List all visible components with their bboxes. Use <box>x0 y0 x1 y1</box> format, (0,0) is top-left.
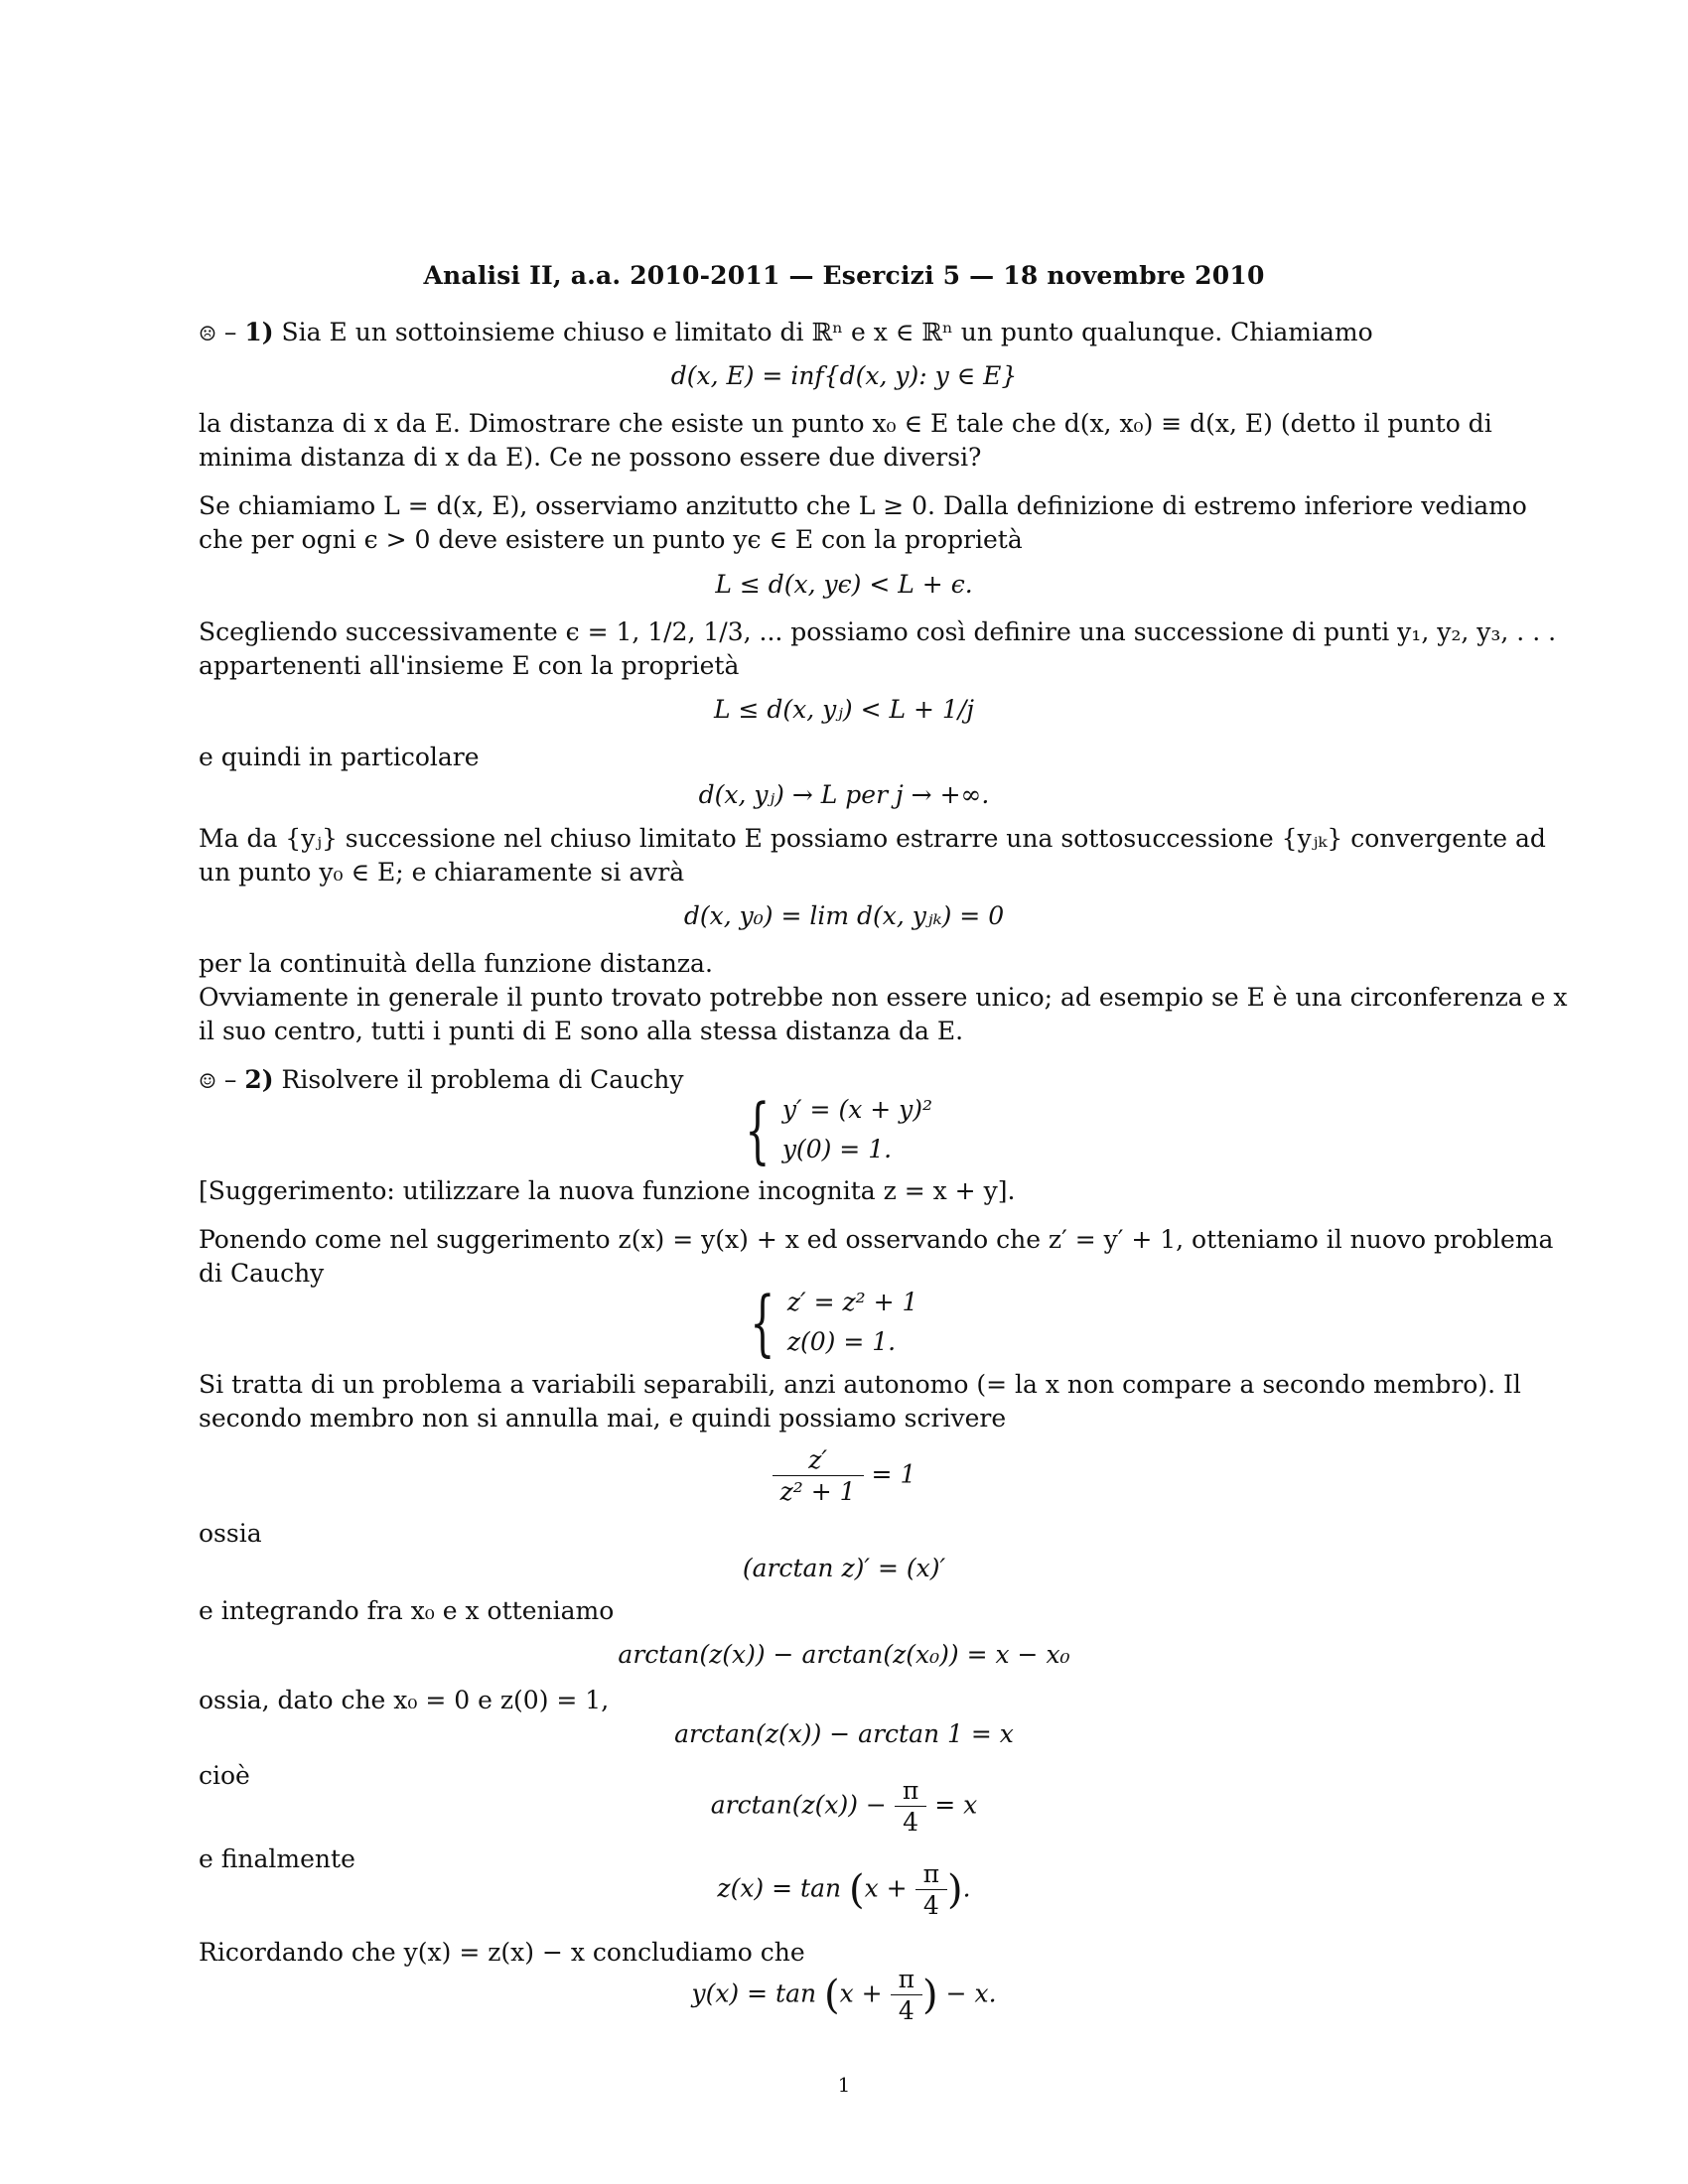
equation-y <box>0 1964 1688 2027</box>
solution-line: e quindi in particolare <box>199 743 480 771</box>
equation-distance: d(x, E) = inf{d(x, y): y ∈ E} <box>670 361 1018 390</box>
right-paren: ) <box>947 1866 963 1913</box>
fraction-denominator: 4 <box>903 1808 918 1838</box>
word-line: e finalmente <box>199 1844 355 1873</box>
page-title: Analisi II, a.a. 2010-2011 — Esercizi 5 — 18 novembre 2010 <box>423 261 1265 290</box>
solution-line: Si tratta di un problema a variabili separabili, anzi autonomo (= la x non compare a secondo membro). Il <box>199 1370 1521 1399</box>
statement-text: Risolvere il problema di Cauchy <box>281 1065 684 1094</box>
word-line: Ricordando che y(x) = z(x) − x concludiamo che <box>199 1938 805 1967</box>
solution-line: il suo centro, tutti i punti di E sono alla stessa distanza da E. <box>199 1017 964 1045</box>
fraction <box>915 1858 947 1922</box>
exercise-2-statement: ☺ – 2) Risolvere il problema di Cauchy <box>199 1065 684 1094</box>
fraction <box>895 1775 926 1839</box>
solution-line: appartenenti all'insieme E con la proprietà <box>199 651 740 680</box>
equation-limit: d(x, yⱼ) → L per j → +∞. <box>698 780 990 809</box>
equation-part: y(x) = tan <box>691 1979 817 2008</box>
equation-j: L ≤ d(x, yⱼ) < L + 1/j <box>713 695 975 724</box>
equation-fraction <box>0 1444 1688 1508</box>
sad-face-icon: ☹ <box>199 322 216 345</box>
system-row: y′ = (x + y)² <box>781 1095 933 1124</box>
equation-y0: d(x, y₀) = lim d(x, yⱼₖ) = 0 <box>683 901 1005 930</box>
equation-arctan: (arctan z)′ = (x)′ <box>742 1554 946 1582</box>
fraction <box>891 1964 922 2027</box>
fraction-numerator: z′ <box>773 1444 864 1476</box>
right-paren: ) <box>922 1972 938 2018</box>
equation-z <box>0 1858 1688 1922</box>
cauchy-system-1 <box>735 1090 932 1169</box>
fraction <box>773 1444 864 1508</box>
word-line: e integrando fra x₀ e x otteniamo <box>199 1596 615 1625</box>
word-line: ossia <box>199 1519 262 1548</box>
equation-part: z(x) = tan <box>717 1873 842 1903</box>
cauchy-system-2 <box>740 1283 917 1362</box>
smile-face-icon: ☺ <box>199 1069 216 1093</box>
fraction-denominator: 4 <box>922 1891 939 1921</box>
exercise-number: 2) <box>244 1065 274 1094</box>
equation-pi <box>0 1775 1688 1839</box>
statement-line: la distanza di x da E. Dimostrare che esiste un punto x₀ ∈ E tale che d(x, x₀) ≡ d(x, E) (detto il punto di <box>199 409 1492 438</box>
equation-integral: arctan(z(x)) − arctan(z(x₀)) = x − x₀ <box>618 1640 1070 1669</box>
equation-arctan1: arctan(z(x)) − arctan 1 = x <box>674 1719 1014 1748</box>
statement-line: minima distanza di x da E). Ce ne possono essere due diversi? <box>199 443 982 472</box>
fraction-denominator: z² + 1 <box>779 1477 856 1507</box>
exercise-number: 1) <box>244 318 274 346</box>
solution-line: Ma da {yⱼ} successione nel chiuso limitato E possiamo estrarre una sottosuccessione {yⱼₖ} convergente ad <box>199 824 1546 853</box>
exercise-1-statement: ☹ – 1) Sia E un sottoinsieme chiuso e limitato di ℝⁿ e x ∈ ℝⁿ un punto qualunque. Chiamiamo <box>199 318 1373 346</box>
equation-epsilon: L ≤ d(x, yϵ) < L + ϵ. <box>715 570 973 599</box>
equation-part: x + <box>839 1979 883 2008</box>
equation-part: − x. <box>945 1979 997 2008</box>
word-line: cioè <box>199 1761 250 1790</box>
statement-text: Sia E un sottoinsieme chiuso e limitato di ℝⁿ e x ∈ ℝⁿ un punto qualunque. Chiamiamo <box>281 318 1373 346</box>
system-row: y(0) = 1. <box>781 1135 893 1163</box>
equation-part: = x <box>934 1790 978 1820</box>
fraction-numerator: π <box>915 1858 947 1890</box>
equation-part: . <box>962 1873 971 1903</box>
solution-line: Scegliendo successivamente ϵ = 1, 1/2, 1/3, ... possiamo così definire una successione di punti y₁, y₂, y₃, . . . <box>199 617 1557 646</box>
hint-line: [Suggerimento: utilizzare la nuova funzione incognita z = x + y]. <box>199 1176 1016 1205</box>
equation-part: arctan(z(x)) − <box>710 1790 887 1820</box>
solution-line: per la continuità della funzione distanza. <box>199 949 713 978</box>
page-number: 1 <box>837 2073 851 2097</box>
fraction-numerator: π <box>891 1964 922 1995</box>
left-paren: ( <box>849 1866 865 1913</box>
system-row: z′ = z² + 1 <box>786 1288 918 1316</box>
solution-line: Ovviamente in generale il punto trovato potrebbe non essere unico; ad esempio se E è una circonferenza e x <box>199 983 1568 1012</box>
fraction-denominator: 4 <box>898 1996 914 2026</box>
solution-line: Se chiamiamo L = d(x, E), osserviamo anzitutto che L ≥ 0. Dalla definizione di estremo inferiore vediamo <box>199 491 1527 520</box>
system-row: z(0) = 1. <box>786 1327 897 1356</box>
fraction-rhs: = 1 <box>871 1459 916 1489</box>
left-paren: ( <box>824 1972 840 2018</box>
solution-line: secondo membro non si annulla mai, e quindi possiamo scrivere <box>199 1404 1007 1433</box>
word-line: ossia, dato che x₀ = 0 e z(0) = 1, <box>199 1686 610 1714</box>
left-brace: { <box>745 1088 771 1171</box>
fraction-numerator: π <box>895 1775 926 1807</box>
solution-line: un punto y₀ ∈ E; e chiaramente si avrà <box>199 858 685 887</box>
left-brace: { <box>750 1281 775 1364</box>
equation-part: x + <box>864 1873 908 1903</box>
solution-line: che per ogni ϵ > 0 deve esistere un punto yϵ ∈ E con la proprietà <box>199 525 1023 554</box>
solution-line: Ponendo come nel suggerimento z(x) = y(x) + x ed osservando che z′ = y′ + 1, otteniamo il nuovo problema <box>199 1225 1554 1254</box>
solution-line: di Cauchy <box>199 1259 325 1288</box>
